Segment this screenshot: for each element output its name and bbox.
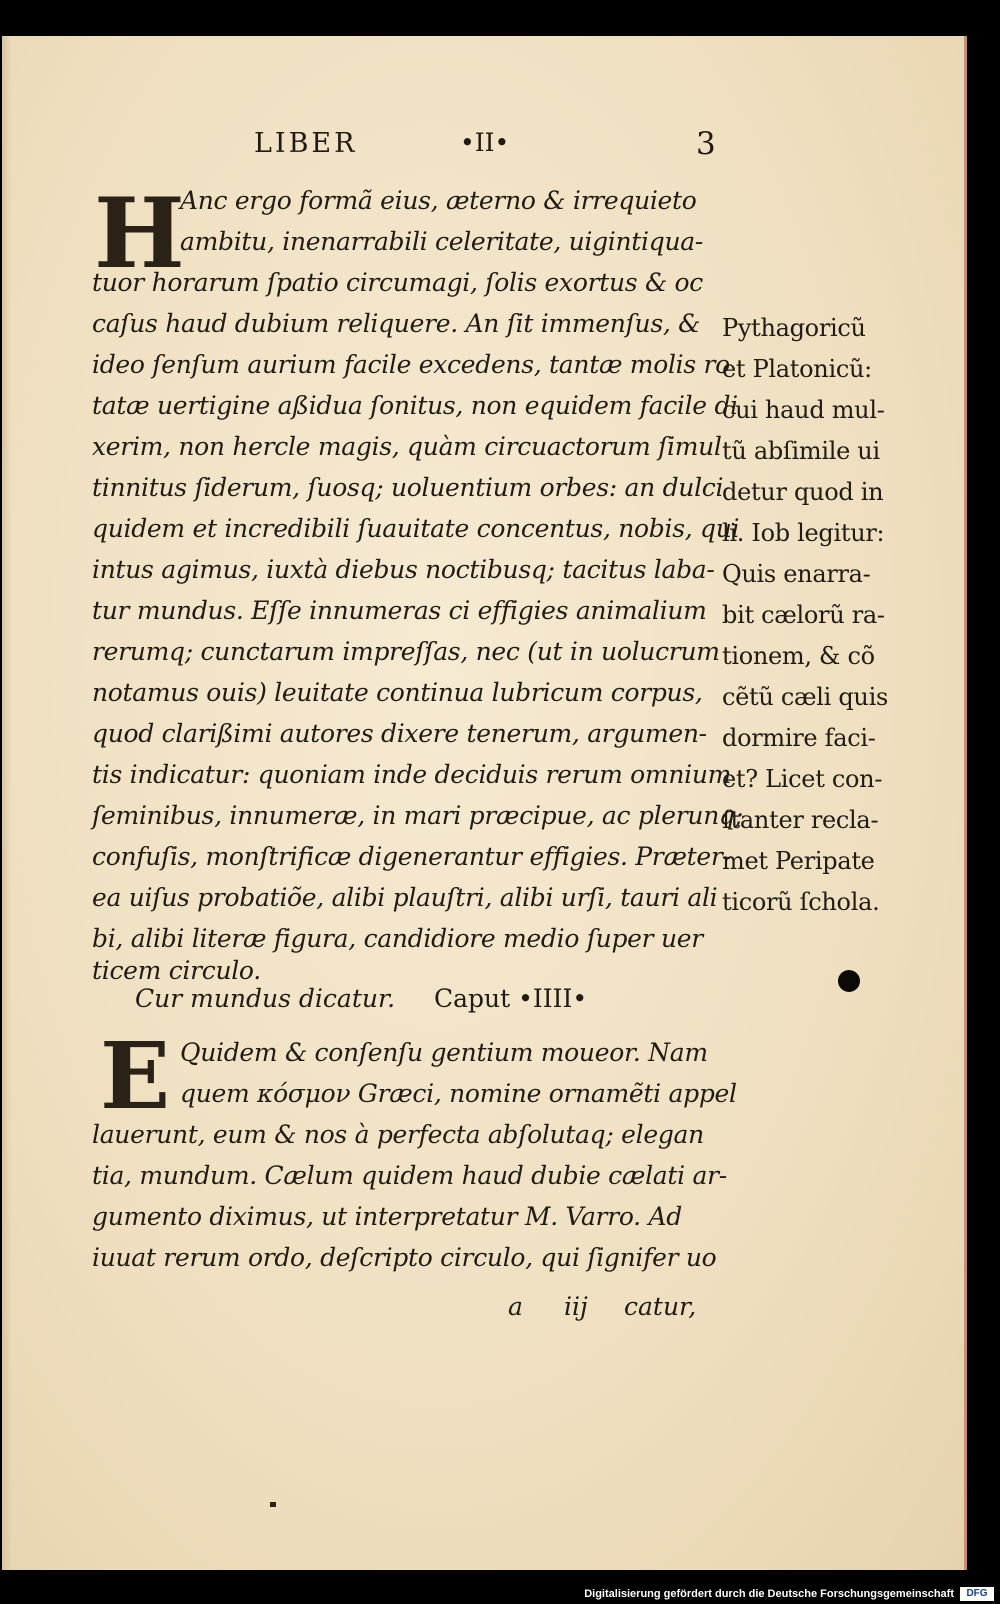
- marginal-line: dormire faci-: [722, 724, 876, 752]
- text-line: lauerunt, eum & nos à perfecta abſolutaq; elegan: [92, 1120, 704, 1149]
- marginal-line: bit cælorũ ra-: [722, 601, 885, 629]
- initial-capital-h: H: [94, 177, 185, 290]
- text-line: ambitu, inenarrabili celeritate, uigintiqua-: [180, 227, 704, 256]
- signature-leaf: iij: [564, 1292, 588, 1321]
- text-line: tatæ uertigine aßidua ſonitus, non equidem facile di: [92, 391, 738, 420]
- marginal-line: cẽtũ cæli quis: [722, 683, 888, 711]
- text-line: bi, alibi literæ figura, candidiore medio ſuper uer: [92, 924, 703, 953]
- marginal-line: met Peripate: [722, 847, 875, 875]
- text-line: tis indicatur: quoniam inde deciduis rerum omnium: [92, 760, 732, 789]
- catchword: catur,: [624, 1292, 697, 1321]
- marginal-line: et? Licet con-: [722, 765, 883, 793]
- signature-mark: a: [508, 1292, 523, 1321]
- marginal-line: cui haud mul-: [722, 396, 885, 424]
- page-gutter-shadow: [2, 36, 12, 1570]
- text-line: iuuat rerum ordo, deſcripto circulo, qui ſignifer uo: [92, 1243, 717, 1272]
- marginal-line: et Platonicũ:: [722, 355, 872, 383]
- marginal-line: tũ abſimile ui: [722, 437, 880, 465]
- running-title: LIBER: [254, 128, 358, 159]
- ink-speck: [270, 1502, 276, 1507]
- text-line: gumento diximus, ut interpretatur M. Varro. Ad: [92, 1202, 682, 1231]
- initial-capital-e: E: [100, 1022, 171, 1130]
- chapter-number: Caput •IIII•: [434, 984, 588, 1013]
- page-number: 3: [696, 126, 716, 162]
- marginal-line: ſtanter recla-: [722, 806, 879, 834]
- running-header: [0, 128, 1000, 168]
- text-line: quem κόσμον Græci, nomine ornamẽti appel: [180, 1079, 737, 1108]
- marginal-line: Pythagoricũ: [722, 314, 866, 342]
- text-line: ideo ſenſum aurium facile excedens, tantæ molis ro: [92, 350, 730, 379]
- text-line: ea uiſus probatiõe, alibi plauſtri, alibi urſi, tauri ali: [92, 883, 718, 912]
- text-line: notamus ouis) leuitate continua lubricum corpus,: [92, 678, 703, 707]
- text-line: confuſis, monſtrificæ digenerantur effigies. Præter-: [92, 842, 731, 871]
- marginal-line: Quis enarra-: [722, 560, 871, 588]
- digitization-credit: Digitalisierung gefördert durch die Deutsche Forschungsgemeinschaft: [584, 1588, 954, 1600]
- dfg-logo[interactable]: DFG: [960, 1587, 994, 1601]
- text-line: tinnitus ſiderum, ſuosq; uoluentium orbes: an dulci: [92, 473, 724, 502]
- marginal-line: ticorũ ſchola.: [722, 888, 880, 916]
- text-line: tur mundus. Eſſe innumeras ci effigies animalium: [92, 596, 707, 625]
- text-line: tuor horarum ſpatio circumagi, ſolis exortus & oc: [92, 268, 704, 297]
- book-number: •II•: [460, 128, 510, 157]
- text-line: ſeminibus, innumeræ, in mari præcipue, ac plerunq;: [92, 801, 743, 830]
- marginal-line: detur quod in: [722, 478, 884, 506]
- text-line: intus agimus, iuxtà diebus noctibusq; tacitus laba-: [92, 555, 715, 584]
- text-line: quidem et incredibili ſuauitate concentus, nobis, qui: [92, 514, 740, 543]
- text-line: xerim, non hercle magis, quàm circuactorum ſimul: [92, 432, 722, 461]
- text-line: quod clarißimi autores dixere tenerum, argumen-: [92, 719, 707, 748]
- text-line: caſus haud dubium reliquere. An ſit immenſus, &: [92, 309, 701, 338]
- ink-blot: [838, 970, 860, 992]
- text-line: ticem circulo.: [92, 956, 261, 985]
- text-line: tia, mundum. Cælum quidem haud dubie cælati ar-: [92, 1161, 727, 1190]
- marginal-line: tionem, & cõ: [722, 642, 875, 670]
- text-line: Anc ergo formã eius, æterno & irrequieto: [180, 186, 697, 215]
- text-line: Quidem & conſenſu gentium moueor. Nam: [180, 1038, 708, 1067]
- chapter-heading: Cur mundus dicatur.: [135, 984, 396, 1013]
- text-line: rerumq; cunctarum impreſſas, nec (ut in uolucrum: [92, 637, 720, 666]
- marginal-line: li. Iob legitur:: [722, 519, 885, 547]
